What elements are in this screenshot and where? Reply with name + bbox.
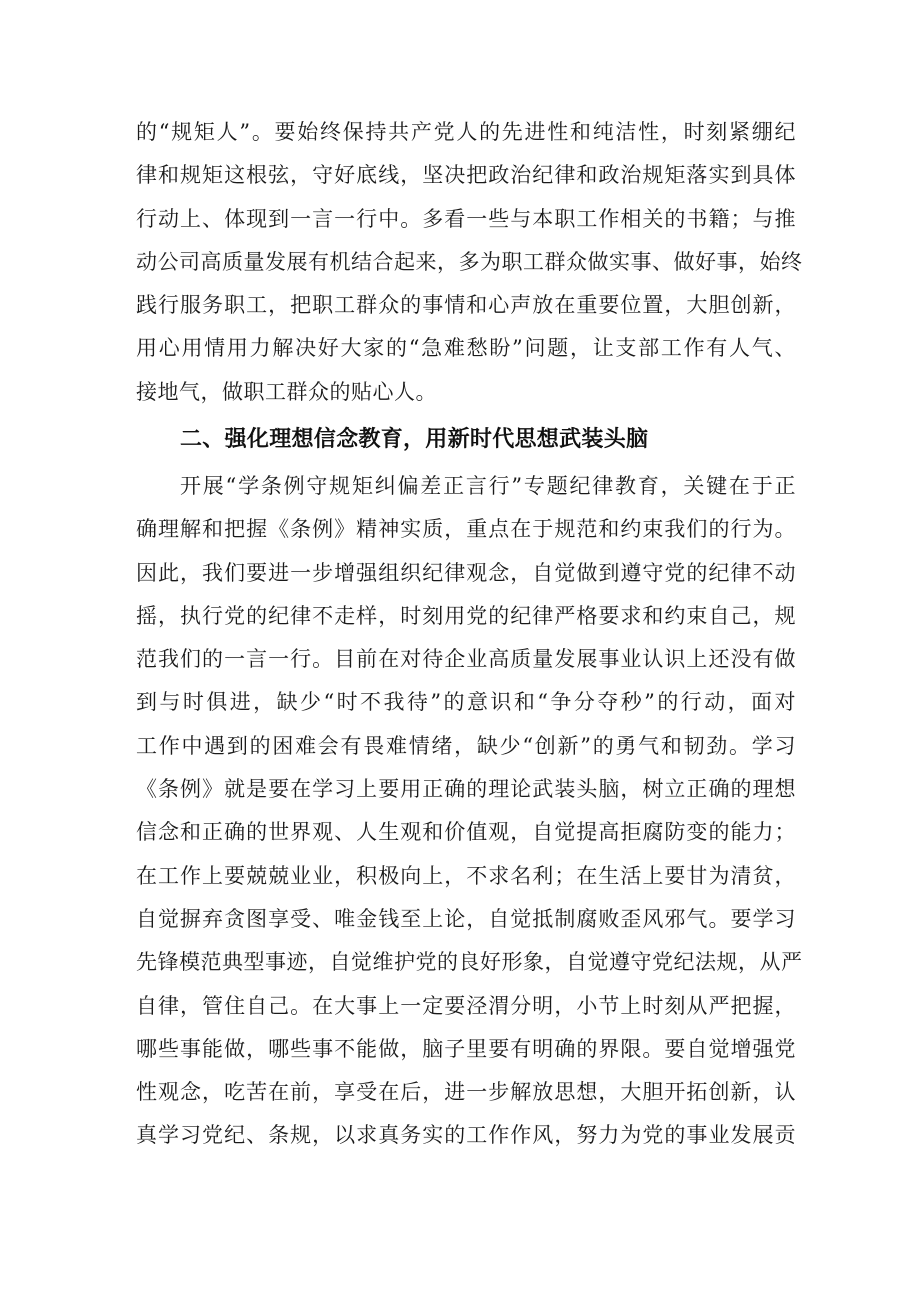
paragraph-1-line: 律和规矩这根弦，守好底线，坚决把政治纪律和政治规矩落实到具体 [136, 163, 796, 188]
paragraph-1-line: 接地气，做职工群众的贴心人。 [136, 379, 437, 404]
paragraph-1 [136, 111, 803, 414]
paragraph-2-line: 真学习党纪、条规，以求真务实的工作作风，努力为党的事业发展贡 [136, 1123, 796, 1148]
paragraph-2-line: 确理解和把握《条例》精神实质，重点在于规范和约束我们的行为。 [136, 517, 796, 542]
paragraph-2-line: 先锋模范典型事迹，自觉维护党的良好形象，自觉遵守党纪法规，从严 [136, 950, 803, 975]
paragraph-1-line: 行动上、体现到一言一行中。多看一些与本职工作相关的书籍；与推 [136, 206, 796, 231]
paragraph-2-line: 信念和正确的世界观、人生观和价值观，自觉提高拒腐防变的能力； [136, 820, 796, 845]
paragraph-2-line: 工作中遇到的困难会有畏难情绪，缺少“创新”的勇气和韧劲。学习 [136, 733, 796, 758]
paragraph-2-line: 自觉摒弃贪图享受、唯金钱至上论，自觉抵制腐败歪风邪气。要学习 [136, 906, 796, 931]
paragraph-2-line: 范我们的一言一行。目前在对待企业高质量发展事业认识上还没有做 [136, 647, 796, 672]
paragraph-2-line: 摇，执行党的纪律不走样，时刻用党的纪律严格要求和约束自己，规 [136, 603, 796, 628]
paragraph-1-line: 用心用情用力解决好大家的“急难愁盼”问题，让支部工作有人气、 [136, 336, 796, 361]
paragraph-2-line: 开展“学条例守规矩纠偏差正言行”专题纪律教育，关键在于正 [180, 474, 796, 498]
paragraph-1-line: 的“规矩人”。要始终保持共产党人的先进性和纯洁性，时刻紧绷纪 [136, 120, 796, 144]
paragraph-2-line: 到与时俱进，缺少“时不我待”的意识和“争分夺秒”的行动，面对 [136, 690, 796, 715]
paragraph-2-line: 性观念，吃苦在前，享受在后，进一步解放思想，大胆开拓创新，认 [136, 1080, 796, 1105]
paragraph-2-line: 哪些事能做，哪些事不能做，脑子里要有明确的界限。要自觉增强党 [136, 1036, 796, 1061]
paragraph-2-line: 在工作上要兢兢业业，积极向上，不求名利；在生活上要甘为清贫， [136, 863, 796, 888]
section-heading: 二、强化理想信念教育，用新时代思想武装头脑 [180, 427, 649, 452]
paragraph-2-line: 《条例》就是要在学习上要用正确的理论武装头脑，树立正确的理想 [136, 777, 796, 802]
paragraph-2 [136, 465, 803, 1158]
paragraph-1-line: 践行服务职工，把职工群众的事情和心声放在重要位置，大胆创新， [136, 293, 796, 318]
paragraph-2-line: 因此，我们要进一步增强组织纪律观念，自觉做到遵守党的纪律不动 [136, 560, 796, 585]
paragraph-2-line: 自律，管住自己。在大事上一定要泾渭分明，小节上时刻从严把握， [136, 993, 796, 1018]
paragraph-1-line: 动公司高质量发展有机结合起来，多为职工群众做实事、做好事，始终 [136, 249, 803, 274]
